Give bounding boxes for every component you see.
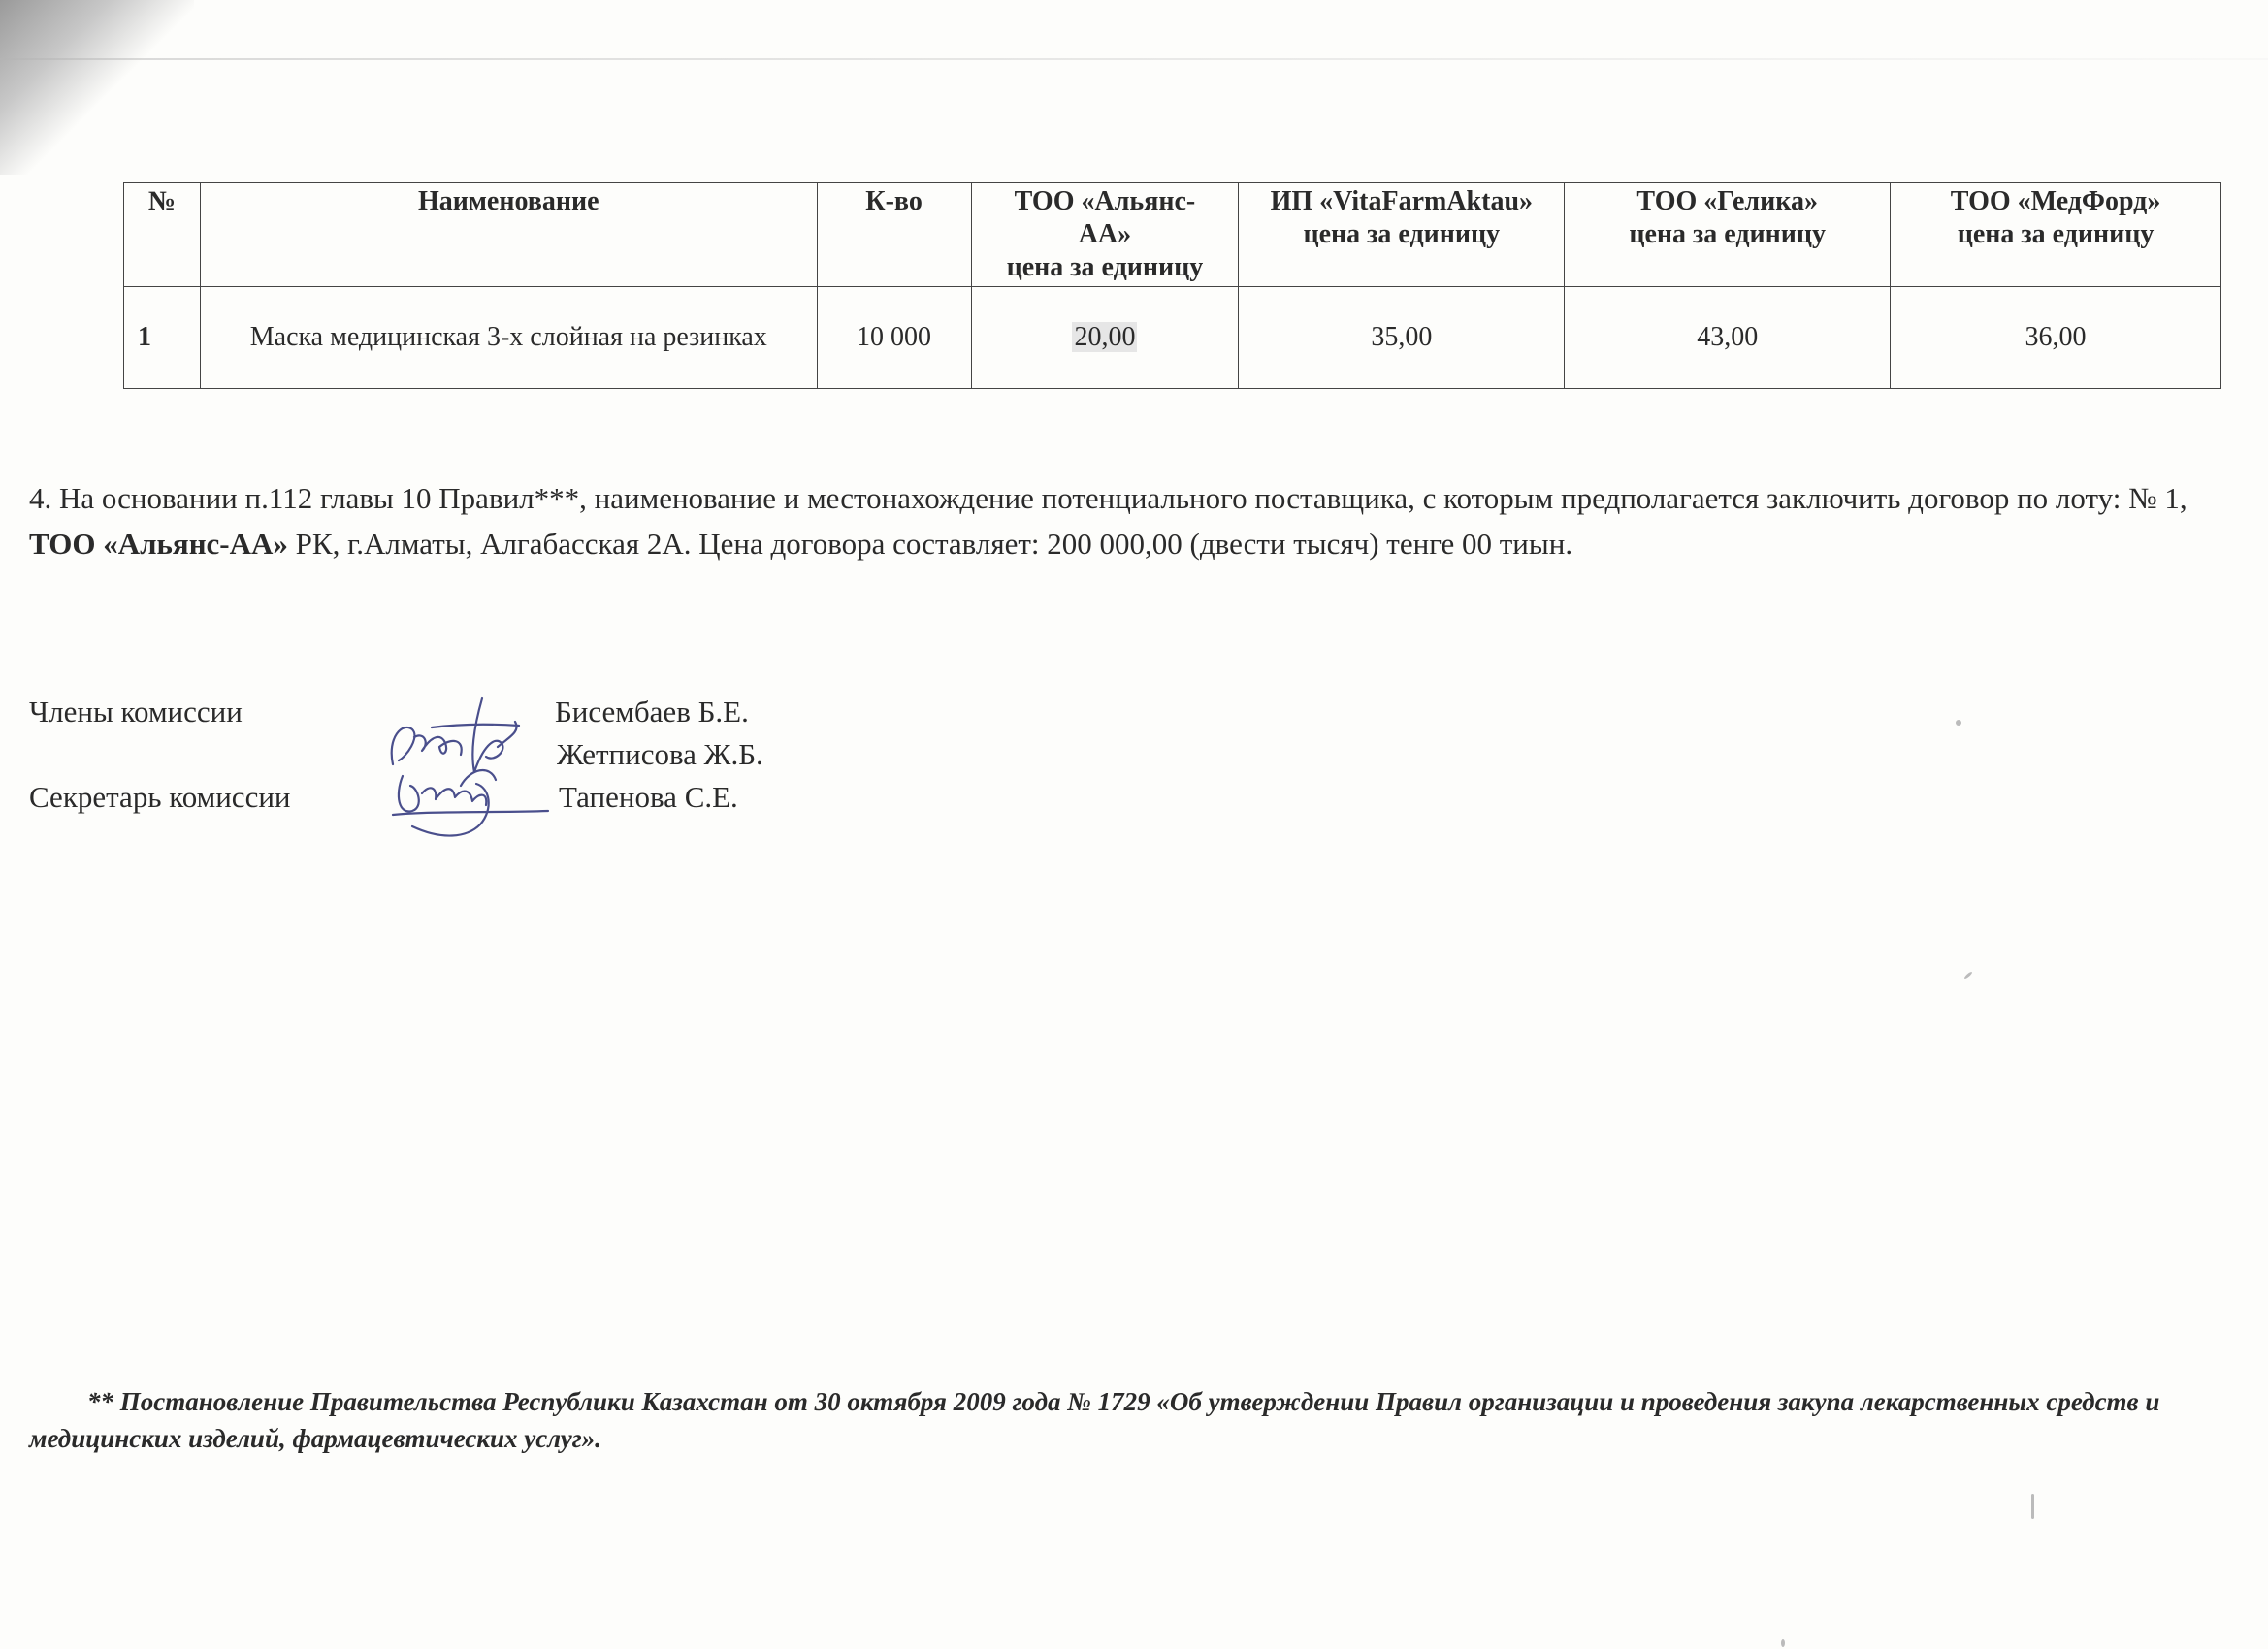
secretary-label: Секретарь комиссии (29, 780, 291, 814)
member-name-2: Жетписова Ж.Б. (557, 737, 763, 771)
member-name-1: Бисембаев Б.Е. (555, 695, 749, 728)
header-supplier-vitafarm: ИП «VitaFarmAktau» цена за единицу (1239, 183, 1565, 287)
row-price-vitafarm: 35,00 (1239, 287, 1565, 389)
row-number: 1 (124, 287, 201, 389)
header-number: № (124, 183, 201, 287)
footnote: ** Постановление Правительства Республики Казахстан от 30 октября 2009 года № 1729 «Об утверждении Правил организации и проведения закупа лекарственных средств и медицинских изделий, фармацевтических услуг». (29, 1387, 2160, 1453)
row-item-name: Маска медицинская 3-х слойная на резинках (200, 287, 817, 389)
header-supplier-gelika: ТОО «Гелика» цена за единицу (1565, 183, 1891, 287)
secretary-name: Тапенова С.Е. (559, 780, 738, 814)
row-price-medford: 36,00 (1891, 287, 2221, 389)
row-price-gelika: 43,00 (1565, 287, 1891, 389)
header-quantity: К-во (817, 183, 971, 287)
row-quantity: 10 000 (817, 287, 971, 389)
header-name: Наименование (200, 183, 817, 287)
winning-price: 20,00 (1074, 321, 1136, 352)
table-header-row (124, 183, 2221, 287)
members-label: Члены комиссии (29, 695, 243, 728)
table-row (124, 287, 2221, 389)
header-supplier-medford: ТОО «МедФорд» цена за единицу (1891, 183, 2221, 287)
winning-supplier: ТОО «Альянс-АА» (29, 527, 288, 561)
paper-edge (0, 58, 2268, 60)
decision-paragraph: 4. На основании п.112 главы 10 Правил***, наименование и местонахождение потенциального поставщика, с которым предполагается заключить договор по лоту: № 1, ТОО «Альянс-АА» РК, г.Алматы, Алгабасская 2А. Цена договора составляет: 200 000,00 (двести тысяч) тенге 00 тиын. (29, 481, 2187, 561)
row-price-alliance (971, 287, 1239, 389)
page-fold-shadow (0, 0, 194, 175)
paragraph-number: 4 (29, 481, 45, 515)
handwritten-signatures (373, 679, 567, 844)
header-supplier-alliance: ТОО «Альянс- АА» цена за единицу (971, 183, 1239, 287)
bid-comparison-table (123, 182, 2221, 389)
